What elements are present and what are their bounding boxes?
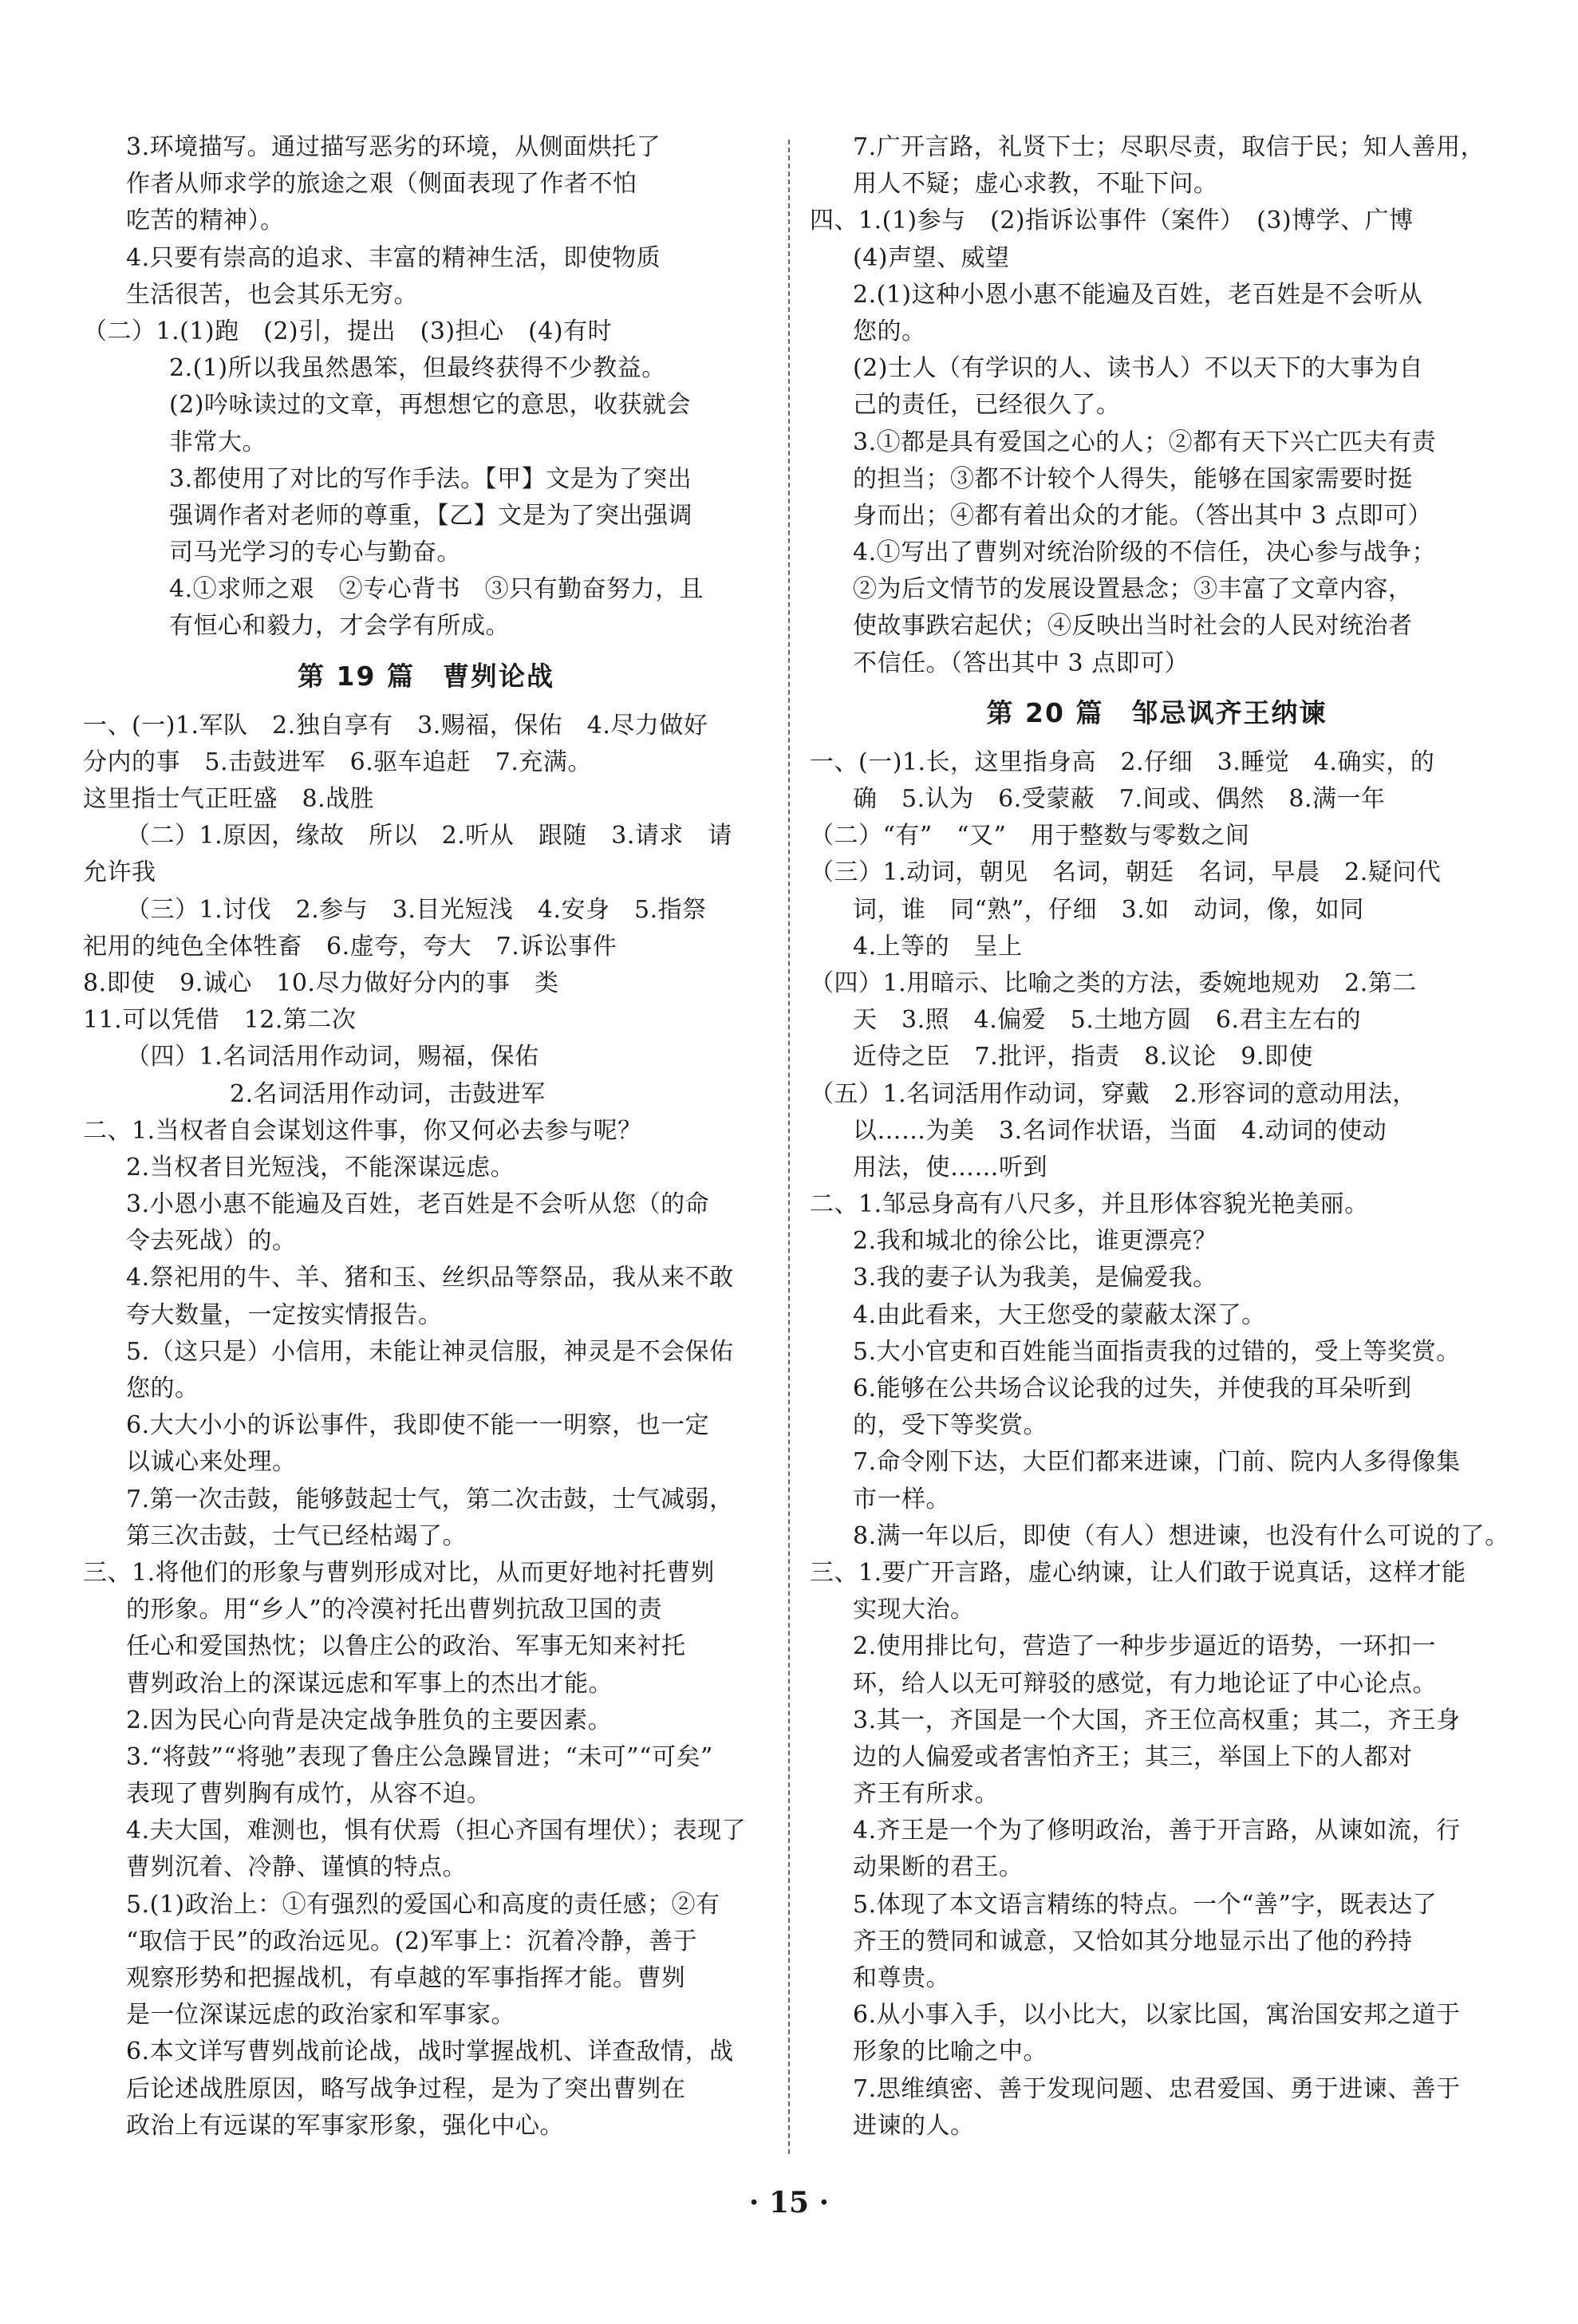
- answer-line: 表现了曹刿胸有成竹，从容不迫。: [126, 1780, 491, 1809]
- answer-line: 4.①求师之艰 ②专心背书 ③只有勤奋努力，且: [169, 575, 704, 604]
- answer-line: 4.上等的 呈上: [853, 932, 1023, 961]
- answer-line: 5.（这只是）小信用，未能让神灵信服，神灵是不会保佑: [126, 1337, 734, 1366]
- answer-line: 以……为美 3.名词作状语，当面 4.动词的使动: [853, 1116, 1387, 1145]
- answer-line: 7.命令刚下达，大臣们都来进谏，门前、院内人多得像集: [853, 1448, 1461, 1477]
- right-column: [810, 129, 1509, 2144]
- answer-line: 三、1.将他们的形象与曹刿形成对比，从而更好地衬托曹刿: [83, 1558, 716, 1587]
- answer-line: 您的。: [853, 317, 926, 345]
- answer-line: 己的责任，已经很久了。: [853, 391, 1121, 420]
- answer-line: 曹刿沉着、冷静、谨慎的特点。: [126, 1853, 467, 1882]
- answer-block: [83, 1076, 769, 1113]
- answer-line: （四）1.名词活用作动词，赐福，保佑: [126, 1043, 539, 1071]
- answer-block: [83, 1592, 769, 1703]
- answer-line: 6.本文详写曹刿战前论战，战时掌握战机、详查敌情，战: [126, 2038, 734, 2066]
- answer-line: 3.我的妻子认为我美，是偏爱我。: [853, 1264, 1217, 1292]
- answer-line: 边的人偏爱或者害怕齐王；其三，举国上下的人都对: [853, 1742, 1413, 1771]
- answer-line: 5.体现了本文语言精练的特点。一个“善”字，既表达了: [853, 1890, 1438, 1919]
- answer-line: 3.其一，齐国是一个大国，齐王位高权重；其二，齐王身: [853, 1706, 1461, 1734]
- answer-block: [810, 1592, 1504, 2144]
- answer-line: 4.齐王是一个为了修明政治，善于开言路，从谏如流，行: [853, 1817, 1461, 1845]
- answer-line: 这里指士气正旺盛 8.战胜: [83, 785, 375, 813]
- answer-line: 8.满一年以后，即使（有人）想进谏，也没有什么可说的了。: [853, 1521, 1509, 1550]
- answer-line: 4.祭祀用的牛、羊、猪和玉、丝织品等祭品，我从来不敢: [126, 1264, 734, 1292]
- answer-line: 7.广开言路，礼贤下士；尽职尽责，取信于民；知人善用，: [853, 133, 1485, 161]
- answer-line: 8.即使 9.诚心 10.尽力做好分内的事 类: [83, 969, 559, 997]
- answer-line: 2.使用排比句，营造了一种步步逼近的语势，一环扣一: [853, 1632, 1437, 1661]
- answer-line: 的担当；③都不计较个人得失，能够在国家需要时挺: [853, 464, 1413, 493]
- answer-line: 使故事跌宕起伏；④反映出当时社会的人民对统治者: [853, 612, 1413, 641]
- answer-line: 作者从师求学的旅途之艰（侧面表现了作者不怕: [126, 170, 637, 199]
- answer-line: 夸大数量，一定按实情报告。: [126, 1300, 443, 1329]
- answer-line: （二）1.原因，缘故 所以 2.听从 跟随 3.请求 请: [126, 822, 732, 850]
- answer-line: 吃苦的精神）。: [126, 207, 285, 235]
- answer-block: [83, 929, 769, 1040]
- answer-line: 形象的比喻之中。: [853, 2038, 1047, 2066]
- answer-line: 二、1.邹忌身高有八尺多，并且形体容貌光艳美丽。: [810, 1190, 1369, 1219]
- answer-line: 曹刿政治上的深谋远虑和军事上的杰出才能。: [126, 1669, 613, 1698]
- answer-line: （五）1.名词活用作动词，穿戴 2.形容词的意动用法，: [810, 1079, 1417, 1108]
- answer-line: 实现大治。: [853, 1596, 975, 1624]
- answer-line: (2)士人（有学识的人、读书人）不以天下的大事为自: [853, 354, 1423, 383]
- answer-line: 5.(1)政治上：①有强烈的爱国心和高度的责任感；②有: [126, 1890, 720, 1919]
- answer-line: 近侍之臣 7.批评，指责 8.议论 9.即使: [853, 1043, 1313, 1071]
- answer-line: 任心和爱国热忱；以鲁庄公的政治、军事无知来衬托: [126, 1632, 686, 1661]
- answer-line: 天 3.照 4.偏爱 5.土地方圆 6.君主左右的: [853, 1006, 1361, 1035]
- answer-line: 非常大。: [169, 428, 266, 456]
- answer-line: (4)声望、威望: [853, 243, 1010, 272]
- answer-line: 2.当权者目光短浅，不能深谋远虑。: [126, 1153, 515, 1182]
- answer-line: 3.都使用了对比的写作手法。【甲】文是为了突出: [169, 464, 692, 493]
- answer-block: [83, 1150, 769, 1555]
- answer-line: 3.小恩小惠不能遍及百姓，老百姓是不会听从您（的命: [126, 1190, 710, 1219]
- answer-line: ②为后文情节的发展设置悬念；③丰富了文章内容，: [853, 575, 1413, 604]
- answer-block: [810, 1223, 1509, 1555]
- answer-block: [83, 350, 769, 645]
- answer-line: （二）1.(1)跑 (2)引，提出 (3)担心 (4)有时: [83, 317, 613, 345]
- answer-line: 观察形势和把握战机，有卓越的军事指挥才能。曹刿: [126, 1964, 686, 1992]
- answer-line: 后论述战胜原因，略写战争过程，是为了突出曹刿在: [126, 2074, 686, 2103]
- answer-line: 市一样。: [853, 1485, 950, 1513]
- answer-line: 祀用的纯色全体牲畜 6.虚夸，夸大 7.诉讼事件: [83, 932, 617, 961]
- answer-block: [810, 1113, 1504, 1186]
- answer-line: 有恒心和毅力，才会学有所成。: [169, 612, 510, 641]
- answer-block: [83, 854, 769, 891]
- answer-line: 齐王有所求。: [853, 1780, 999, 1809]
- answer-line: “取信于民”的政治远见。(2)军事上：沉着冷静，善于: [126, 1927, 698, 1955]
- answer-line: 是一位深谋远虑的政治家和军事家。: [126, 2001, 515, 2030]
- answer-line: 政治上有远谋的军事家形象，强化中心。: [126, 2111, 564, 2140]
- answer-line: 6.能够在公共场合议论我的过失，并使我的耳朵听到: [853, 1375, 1412, 1403]
- answer-block: [810, 129, 1504, 203]
- answer-line: 四、1.(1)参与 (2)指诉讼事件（案件） (3)博学、广博: [810, 207, 1414, 235]
- answer-line: 生活很苦，也会其乐无穷。: [126, 280, 418, 309]
- answer-line: （三）1.动词，朝见 名词，朝廷 名词，早晨 2.疑问代: [810, 858, 1442, 887]
- answer-line: 4.由此看来，大王您受的蒙蔽太深了。: [853, 1300, 1266, 1329]
- answer-line: 分内的事 5.击鼓进军 6.驱车追赶 7.充满。: [83, 748, 592, 776]
- answer-block: [810, 240, 1504, 682]
- answer-line: （二）“有” “又” 用于整数与零数之间: [810, 822, 1250, 850]
- answer-line: 2.(1)这种小恩小惠不能遍及百姓，老百姓是不会听从: [853, 280, 1423, 309]
- page-number: · 15 ·: [748, 2186, 830, 2219]
- answer-line: 第三次击鼓，士气已经枯竭了。: [126, 1521, 467, 1550]
- answer-line: 司马光学习的专心与勤奋。: [169, 539, 461, 567]
- answer-line: 一、(一)1.军队 2.独自享有 3.赐福，保佑 4.尽力做好: [83, 711, 708, 740]
- answer-line: 2.我和城北的徐公比，谁更漂亮？: [853, 1227, 1217, 1256]
- answer-line: 2.名词活用作动词，击鼓进军: [230, 1079, 546, 1108]
- answer-line: 的，受下等奖赏。: [853, 1411, 1047, 1440]
- answer-line: 4.①写出了曹刿对统治阶级的不信任，决心参与战争；: [853, 539, 1437, 567]
- answer-line: 一、(一)1.长，这里指身高 2.仔细 3.睡觉 4.确实，的: [810, 748, 1435, 776]
- answer-block: [83, 744, 769, 818]
- answer-line: （三）1.讨伐 2.参与 3.目光短浅 4.安身 5.指祭: [126, 895, 707, 924]
- answer-block: [810, 781, 1504, 818]
- column-divider: [788, 140, 790, 2154]
- answer-line: 三、1.要广开言路，虚心纳谏，让人们敢于说真话，这样才能: [810, 1558, 1466, 1587]
- answer-line: 齐王的赞同和诚意，又恰如其分地显示出了他的矜持: [853, 1927, 1413, 1955]
- answer-line: 用法，使……听到: [853, 1153, 1047, 1182]
- answer-line: 11.可以凭借 12.第二次: [83, 1006, 357, 1035]
- answer-line: 的形象。用“乡人”的冷漠衬托出曹刿抗敌卫国的责: [126, 1596, 663, 1624]
- answer-line: 4.夫大国，难测也，惧有伏焉（担心齐国有埋伏）；表现了: [126, 1817, 747, 1845]
- answer-line: 7.思维缜密、善于发现问题、忠君爱国、勇于进谏、善于: [853, 2074, 1461, 2103]
- answer-block: [810, 1002, 1504, 1075]
- answer-line: 3.“将鼓”“将驰”表现了鲁庄公急躁冒进；“未可”“可矣”: [126, 1742, 713, 1771]
- answer-line: 确 5.认为 6.受蒙蔽 7.间或、偶然 8.满一年: [853, 785, 1386, 813]
- section-heading-20: 第 20 篇 邹忌讽齐王纳谏: [986, 696, 1327, 728]
- answer-block: [83, 129, 769, 314]
- answer-line: 强调作者对老师的尊重，【乙】文是为了突出强调: [169, 501, 692, 530]
- section-heading-19: 第 19 篇 曹刿论战: [298, 660, 554, 692]
- answer-line: 以诚心来处理。: [126, 1448, 297, 1477]
- answer-line: 6.从小事入手，以小比大，以家比国，寓治国安邦之道于: [853, 2001, 1461, 2030]
- left-column: [83, 129, 769, 2144]
- answer-line: 5.大小官吏和百姓能当面指责我的过错的，受上等奖赏。: [853, 1337, 1461, 1366]
- answer-line: 2.因为民心向背是决定战争胜负的主要因素。: [126, 1706, 613, 1734]
- answer-line: 用人不疑；虚心求教，不耻下问。: [853, 170, 1218, 199]
- answer-line: 7.第一次击鼓，能够鼓起士气，第二次击鼓，士气减弱，: [126, 1485, 734, 1513]
- answer-line: 动果断的君王。: [853, 1853, 1024, 1882]
- answer-line: 二、1.当权者自会谋划这件事，你又何必去参与呢？: [83, 1116, 642, 1145]
- answer-line: 身而出；④都有着出众的才能。（答出其中 3 点即可）: [853, 501, 1433, 530]
- answer-line: 允许我: [83, 858, 156, 887]
- answer-line: 3.环境描写。通过描写恶劣的环境，从侧面烘托了: [126, 133, 661, 161]
- answer-line: 词，谁 同“熟”，仔细 3.如 动词，像，如同: [853, 895, 1364, 924]
- answer-line: (2)吟咏读过的文章，再想想它的意思，收获就会: [169, 391, 691, 420]
- answer-line: 不信任。（答出其中 3 点即可）: [853, 649, 1189, 677]
- answer-line: 令去死战）的。: [126, 1227, 297, 1256]
- answer-block: [83, 1703, 769, 2144]
- answer-block: [810, 892, 1504, 965]
- answer-line: 4.只要有崇高的追求、丰富的精神生活，即使物质: [126, 243, 661, 272]
- answer-line: 2.(1)所以我虽然愚笨，但最终获得不少教益。: [169, 354, 666, 383]
- answer-line: 3.①都是具有爱国之心的人；②都有天下兴亡匹夫有责: [853, 428, 1437, 456]
- answer-line: （四）1.用暗示、比喻之类的方法，委婉地规劝 2.第二: [810, 969, 1417, 997]
- answer-line: 您的。: [126, 1375, 199, 1403]
- answer-line: 进谏的人。: [853, 2111, 975, 2140]
- answer-line: 和尊贵。: [853, 1964, 950, 1992]
- answer-line: 6.大大小小的诉讼事件，我即使不能一一明察，也一定: [126, 1411, 710, 1440]
- answer-line: 环，给人以无可辩驳的感觉，有力地论证了中心论点。: [853, 1669, 1437, 1698]
